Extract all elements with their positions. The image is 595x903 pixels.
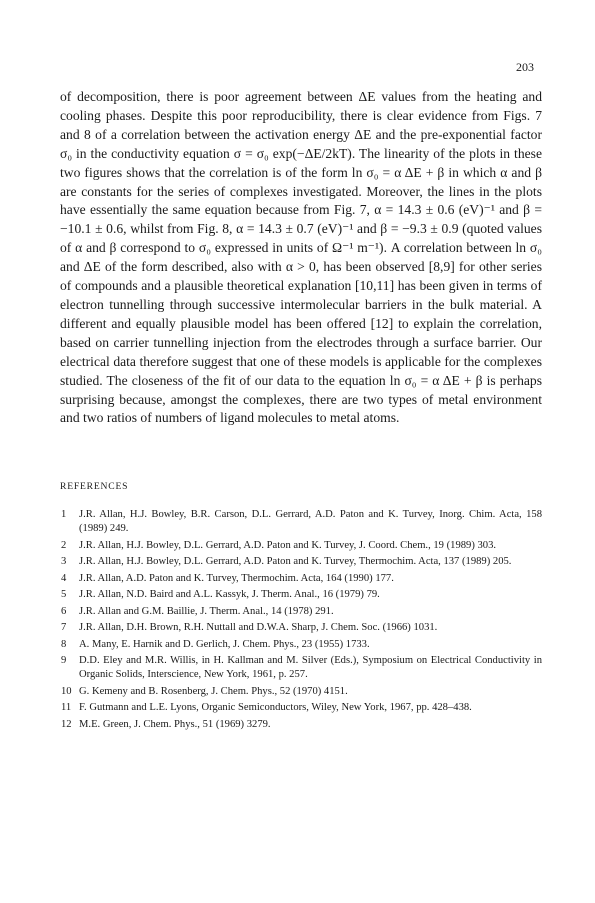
reference-item: [60, 588, 542, 602]
reference-text: A. Many, E. Harnik and D. Gerlich, J. Chem. Phys., 23 (1955) 1733.: [79, 638, 370, 650]
body-text: [60, 88, 542, 428]
reference-item: [60, 701, 542, 715]
reference-number: 4: [61, 572, 67, 584]
reference-number: 1: [61, 509, 67, 520]
body-paragraph: of decomposition, there is poor agreement between ΔE values from the heating and cooling phases. Despite this poor reproducibility, there is clear evidence from Figs. 7 and 8 of a correlation between the activation energy ΔE and the pre-exponential factor σ₀ in the conductivity equation σ = σ₀ exp(−ΔE/2kT). The linearity of the plots in these two figures shows that the correlation is of the form ln σ₀ = α ΔE + β in which α and β are constants for the series of complexes investigated. Moreover, the lines in the plots have essentially the same equation because from Fig. 7, α = 14.3 ± 0.6 (eV)⁻¹ and β = −10.1 ± 0.6, whilst from Fig. 8, α = 14.3 ± 0.7 (eV)⁻¹ and β = −9.3 ± 0.9 (quoted values of α and β correspond to σ₀ expressed in units of Ω⁻¹ m⁻¹). A correlation between ln σ₀ and ΔE of the form described, also with α > 0, has been observed [8,9] for other series of compounds and a plausible theoretical explanation [10,11] has been given in terms of electron tunnelling through successive intermolecular barriers in the bulk material. A different and equally plausible model has been offered [12] to explain the correlation, based on carrier tunnelling injection from the electrodes through a surface barrier. Our electrical data therefore suggest that one of these models is applicable for the complexes studied. The closeness of the fit of our data to the equation ln σ₀ = α ΔE + β is perhaps surprising because, amongst the complexes, there are two types of metal environment and two ratios of numbers of ligand molecules to metal atoms.: [60, 89, 542, 426]
reference-text: M.E. Green, J. Chem. Phys., 51 (1969) 3279.: [79, 718, 271, 730]
reference-number: 11: [61, 702, 72, 714]
reference-item: [60, 539, 542, 553]
reference-number: 5: [61, 589, 67, 601]
reference-number: 8: [61, 638, 67, 650]
reference-text: F. Gutmann and L.E. Lyons, Organic Semiconductors, Wiley, New York, 1967, pp. 428–438.: [79, 702, 472, 714]
reference-text: G. Kemeny and B. Rosenberg, J. Chem. Phys., 52 (1970) 4151.: [79, 685, 348, 697]
reference-item: [60, 685, 542, 699]
reference-text: J.R. Allan, D.H. Brown, R.H. Nuttall and D.W.A. Sharp, J. Chem. Soc. (1966) 1031.: [79, 622, 438, 634]
reference-text: J.R. Allan, N.D. Baird and A.L. Kassyk, J. Therm. Anal., 16 (1979) 79.: [79, 589, 380, 601]
reference-text: J.R. Allan and G.M. Baillie, J. Therm. Anal., 14 (1978) 291.: [79, 605, 334, 617]
reference-item: [60, 621, 542, 635]
reference-item: [60, 555, 542, 569]
reference-text: D.D. Eley and M.R. Willis, in H. Kallman and M. Silver (Eds.), Symposium on Electrical Conductivity in Organic Solids, Interscience, New York, 1961, p. 257.: [79, 655, 542, 681]
reference-text: J.R. Allan, H.J. Bowley, D.L. Gerrard, A.D. Paton and K. Turvey, J. Coord. Chem., 19 (1989) 303.: [79, 539, 497, 551]
reference-number: 2: [61, 539, 67, 551]
reference-item: [60, 654, 542, 683]
reference-item: [60, 638, 542, 652]
references-list: [60, 508, 542, 734]
page-number: 203: [516, 60, 534, 74]
reference-number: 12: [61, 718, 72, 730]
reference-text: J.R. Allan, H.J. Bowley, D.L. Gerrard, A.D. Paton and K. Turvey, Thermochim. Acta, 137 (1989) 205.: [79, 556, 512, 568]
reference-number: 3: [61, 556, 67, 568]
reference-item: [60, 508, 542, 537]
reference-number: 9: [61, 655, 67, 667]
reference-number: 7: [61, 622, 67, 634]
reference-item: [60, 572, 542, 586]
reference-item: [60, 605, 542, 619]
reference-text: J.R. Allan, H.J. Bowley, B.R. Carson, D.L. Gerrard, A.D. Paton and K. Turvey, Inorg. Chim. Acta, 158 (1989) 249.: [79, 509, 542, 535]
reference-number: 10: [61, 685, 72, 697]
references-heading: REFERENCES: [60, 481, 129, 492]
reference-number: 6: [61, 605, 67, 617]
reference-text: J.R. Allan, A.D. Paton and K. Turvey, Thermochim. Acta, 164 (1990) 177.: [79, 572, 394, 584]
reference-item: [60, 718, 542, 732]
